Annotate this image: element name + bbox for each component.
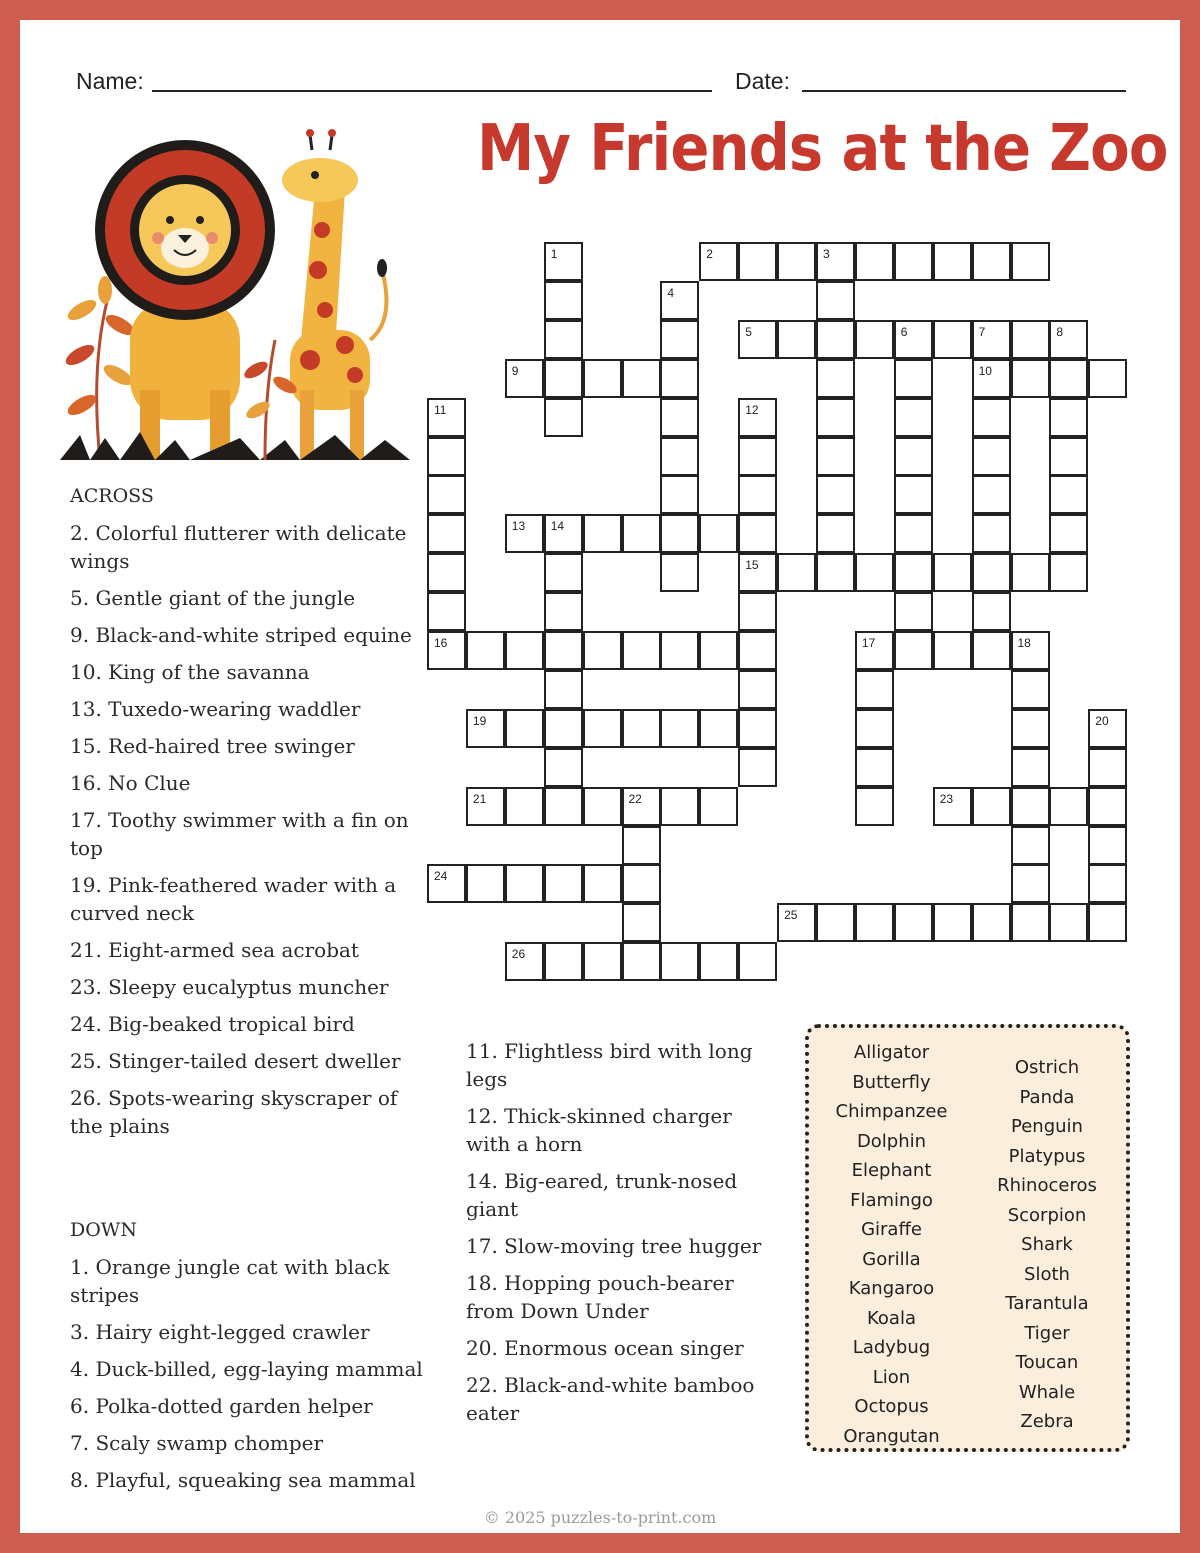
giraffe-icon bbox=[282, 129, 387, 460]
crossword-cell[interactable] bbox=[622, 864, 661, 903]
crossword-cell[interactable] bbox=[427, 437, 466, 476]
crossword-cell[interactable] bbox=[544, 631, 583, 670]
clue-down: 11. Flightless bird with long legs bbox=[466, 1039, 753, 1091]
word-bank-item: Chimpanzee bbox=[835, 1101, 948, 1122]
crossword-cell[interactable] bbox=[622, 514, 661, 553]
word-bank-item: Gorilla bbox=[862, 1248, 921, 1270]
word-bank-item: Tarantula bbox=[1005, 1293, 1089, 1314]
name-label: Name: bbox=[76, 68, 144, 94]
crossword-cell[interactable] bbox=[583, 942, 622, 981]
crossword-cell[interactable] bbox=[660, 514, 699, 553]
crossword-cell[interactable] bbox=[505, 514, 544, 553]
crossword-cell[interactable] bbox=[660, 320, 699, 359]
crossword-cell[interactable] bbox=[660, 281, 699, 320]
crossword-cell[interactable] bbox=[505, 709, 544, 748]
crossword-cell[interactable] bbox=[1049, 787, 1088, 826]
crossword-cell[interactable] bbox=[738, 592, 777, 631]
clue-number: 10 bbox=[978, 363, 992, 378]
crossword-cell[interactable] bbox=[660, 437, 699, 476]
crossword-cell[interactable] bbox=[622, 903, 661, 942]
crossword-cell[interactable] bbox=[466, 787, 505, 826]
crossword-cell[interactable] bbox=[855, 553, 894, 592]
crossword-cell[interactable] bbox=[933, 242, 972, 281]
crossword-cell[interactable] bbox=[1088, 748, 1127, 787]
word-bank-right-column bbox=[967, 1053, 1127, 1437]
clue-down: 8. Playful, squeaking sea mammal bbox=[70, 1468, 416, 1492]
crossword-cell[interactable] bbox=[738, 242, 777, 281]
crossword-cell[interactable] bbox=[583, 514, 622, 553]
crossword-cell[interactable] bbox=[816, 514, 855, 553]
crossword-cell[interactable] bbox=[544, 709, 583, 748]
crossword-cell[interactable] bbox=[894, 553, 933, 592]
across-clues bbox=[70, 482, 415, 1149]
word-bank-item: Dolphin bbox=[856, 1130, 927, 1152]
crossword-cell[interactable] bbox=[505, 787, 544, 826]
crossword-cell[interactable] bbox=[933, 320, 972, 359]
crossword-cell[interactable] bbox=[505, 631, 544, 670]
word-bank-item: Butterfly bbox=[852, 1071, 931, 1093]
crossword-cell[interactable] bbox=[738, 514, 777, 553]
word-bank-item: Penguin bbox=[1011, 1116, 1083, 1137]
clue-number: 12 bbox=[745, 402, 759, 417]
crossword-cell[interactable] bbox=[622, 631, 661, 670]
crossword-cell[interactable] bbox=[699, 514, 738, 553]
date-label: Date: bbox=[735, 68, 790, 94]
crossword-cell[interactable] bbox=[816, 281, 855, 320]
crossword-cell[interactable] bbox=[427, 514, 466, 553]
clue-number: 9 bbox=[511, 363, 519, 378]
crossword-cell[interactable] bbox=[427, 631, 466, 670]
clue-number: 26 bbox=[511, 947, 526, 962]
date-line[interactable] bbox=[802, 90, 1126, 92]
crossword-cell[interactable] bbox=[816, 553, 855, 592]
crossword-cell[interactable] bbox=[1088, 787, 1127, 826]
word-bank-item: Shark bbox=[1021, 1234, 1073, 1255]
crossword-cell[interactable] bbox=[505, 359, 544, 398]
word-bank-item: Kangaroo bbox=[848, 1278, 935, 1299]
crossword-cell[interactable] bbox=[622, 942, 661, 981]
down-heading: DOWN bbox=[70, 1219, 137, 1241]
clue-number: 7 bbox=[978, 324, 986, 339]
crossword-cell[interactable] bbox=[544, 514, 583, 553]
crossword-cell[interactable] bbox=[972, 437, 1011, 476]
down-clues bbox=[70, 1216, 450, 1503]
clue-across: 25. Stinger-tailed desert dweller bbox=[70, 1049, 401, 1073]
crossword-cell[interactable] bbox=[972, 242, 1011, 281]
crossword-cell[interactable] bbox=[738, 748, 777, 787]
crossword-cell[interactable] bbox=[1049, 437, 1088, 476]
crossword-cell[interactable] bbox=[583, 787, 622, 826]
crossword-cell[interactable] bbox=[1011, 553, 1050, 592]
crossword-cell[interactable] bbox=[660, 709, 699, 748]
crossword-cell[interactable] bbox=[622, 709, 661, 748]
clue-number: 15 bbox=[745, 558, 759, 573]
crossword-cell[interactable] bbox=[427, 475, 466, 514]
crossword-cell[interactable] bbox=[544, 320, 583, 359]
word-bank-item: Orangutan bbox=[843, 1425, 940, 1447]
crossword-cell[interactable] bbox=[933, 631, 972, 670]
word-bank bbox=[805, 1024, 1130, 1452]
clue-across: 16. No Clue bbox=[70, 771, 191, 795]
crossword-cell[interactable] bbox=[544, 242, 583, 281]
word-bank-item: Tiger bbox=[1024, 1322, 1070, 1344]
crossword-cell[interactable] bbox=[1049, 359, 1088, 398]
crossword-cell[interactable] bbox=[1088, 826, 1127, 865]
clue-across: 13. Tuxedo-wearing waddler bbox=[70, 697, 361, 721]
word-bank-item: Toucan bbox=[1015, 1352, 1079, 1373]
crossword-cell[interactable] bbox=[816, 475, 855, 514]
crossword-cell[interactable] bbox=[1049, 514, 1088, 553]
crossword-cell[interactable] bbox=[699, 942, 738, 981]
crossword-cell[interactable] bbox=[699, 709, 738, 748]
crossword-cell[interactable] bbox=[660, 553, 699, 592]
crossword-cell[interactable] bbox=[855, 903, 894, 942]
clue-down: 3. Hairy eight-legged crawler bbox=[70, 1320, 370, 1344]
crossword-cell[interactable] bbox=[738, 475, 777, 514]
crossword-cell[interactable] bbox=[816, 242, 855, 281]
across-heading: ACROSS bbox=[70, 485, 154, 507]
crossword-cell[interactable] bbox=[1011, 748, 1050, 787]
crossword-cell[interactable] bbox=[855, 748, 894, 787]
crossword-cell[interactable] bbox=[855, 631, 894, 670]
word-bank-item: Rhinoceros bbox=[997, 1175, 1097, 1196]
crossword-cell[interactable] bbox=[544, 864, 583, 903]
crossword-cell[interactable] bbox=[894, 437, 933, 476]
word-bank-item: Giraffe bbox=[861, 1219, 922, 1240]
crossword-cell[interactable] bbox=[660, 475, 699, 514]
crossword-cell[interactable] bbox=[894, 320, 933, 359]
clue-across: 19. Pink-feathered wader with a curved neck bbox=[70, 873, 397, 925]
clue-down: 20. Enormous ocean singer bbox=[466, 1336, 744, 1360]
crossword-cell[interactable] bbox=[544, 553, 583, 592]
word-bank-item: Whale bbox=[1018, 1381, 1076, 1403]
crossword-cell[interactable] bbox=[1011, 709, 1050, 748]
crossword-cell[interactable] bbox=[583, 631, 622, 670]
plant-icon bbox=[63, 276, 138, 460]
crossword-cell[interactable] bbox=[1011, 242, 1050, 281]
crossword-cell[interactable] bbox=[1088, 903, 1127, 942]
crossword-cell[interactable] bbox=[544, 359, 583, 398]
crossword-cell[interactable] bbox=[738, 437, 777, 476]
crossword-cell[interactable] bbox=[1011, 826, 1050, 865]
page-title: My Friends at the Zoo bbox=[477, 112, 1168, 186]
clue-down: 7. Scaly swamp chomper bbox=[70, 1431, 324, 1455]
crossword-cell[interactable] bbox=[855, 242, 894, 281]
crossword-cell[interactable] bbox=[855, 670, 894, 709]
clue-across: 26. Spots-wearing skyscraper of the plains bbox=[70, 1086, 398, 1138]
crossword-cell[interactable] bbox=[816, 437, 855, 476]
clue-number: 19 bbox=[472, 713, 487, 728]
clue-across: 5. Gentle giant of the jungle bbox=[70, 586, 356, 610]
crossword-cell[interactable] bbox=[855, 320, 894, 359]
crossword-cell[interactable] bbox=[972, 359, 1011, 398]
crossword-cell[interactable] bbox=[427, 864, 466, 903]
crossword-cell[interactable] bbox=[933, 553, 972, 592]
clue-number: 23 bbox=[939, 791, 954, 806]
clue-number: 22 bbox=[628, 791, 642, 806]
crossword-cell[interactable] bbox=[660, 942, 699, 981]
clue-across: 24. Big-beaked tropical bird bbox=[70, 1012, 355, 1036]
crossword-cell[interactable] bbox=[427, 553, 466, 592]
crossword-cell[interactable] bbox=[544, 942, 583, 981]
word-bank-item: Elephant bbox=[851, 1160, 932, 1181]
crossword-cell[interactable] bbox=[894, 475, 933, 514]
crossword-cell[interactable] bbox=[660, 359, 699, 398]
crossword-cell[interactable] bbox=[1011, 670, 1050, 709]
clue-across: 9. Black-and-white striped equine bbox=[70, 623, 412, 647]
clue-down: 14. Big-eared, trunk-nosed giant bbox=[466, 1169, 738, 1221]
crossword-cell[interactable] bbox=[1049, 398, 1088, 437]
crossword-cell[interactable] bbox=[1049, 553, 1088, 592]
crossword-cell[interactable] bbox=[972, 787, 1011, 826]
clue-number: 16 bbox=[434, 636, 448, 650]
crossword-cell[interactable] bbox=[1011, 903, 1050, 942]
crossword-cell[interactable] bbox=[1049, 475, 1088, 514]
clue-number: 18 bbox=[1017, 636, 1031, 650]
clue-number: 4 bbox=[667, 285, 675, 300]
word-bank-item: Flamingo bbox=[850, 1189, 933, 1211]
crossword-cell[interactable] bbox=[466, 864, 505, 903]
clue-number: 21 bbox=[472, 791, 487, 806]
crossword-cell[interactable] bbox=[738, 631, 777, 670]
clue-down: 22. Black-and-white bamboo eater bbox=[466, 1373, 755, 1425]
crossword-cell[interactable] bbox=[1088, 709, 1127, 748]
crossword-cell[interactable] bbox=[894, 903, 933, 942]
crossword-cell[interactable] bbox=[427, 398, 466, 437]
word-bank-item: Lion bbox=[872, 1366, 911, 1388]
clue-down: 18. Hopping pouch-bearer from Down Under bbox=[466, 1271, 734, 1323]
crossword-cell[interactable] bbox=[816, 359, 855, 398]
crossword-cell[interactable] bbox=[972, 514, 1011, 553]
crossword-cell[interactable] bbox=[894, 398, 933, 437]
crossword-cell[interactable] bbox=[855, 709, 894, 748]
clue-across: 2. Colorful flutterer with delicate wings bbox=[70, 521, 407, 573]
clue-number: 24 bbox=[434, 869, 448, 884]
crossword-cell[interactable] bbox=[894, 359, 933, 398]
crossword-cell[interactable] bbox=[544, 281, 583, 320]
crossword-cell[interactable] bbox=[738, 320, 777, 359]
word-bank-item: Panda bbox=[1019, 1086, 1075, 1108]
crossword-cell[interactable] bbox=[777, 553, 816, 592]
clue-number: 8 bbox=[1056, 324, 1064, 339]
crossword-cell[interactable] bbox=[1011, 631, 1050, 670]
word-bank-item: Octopus bbox=[854, 1396, 929, 1417]
crossword-cell[interactable] bbox=[660, 787, 699, 826]
word-bank-item: Ostrich bbox=[1014, 1057, 1080, 1078]
crossword-cell[interactable] bbox=[777, 242, 816, 281]
crossword-cell[interactable] bbox=[699, 242, 738, 281]
crossword-cell[interactable] bbox=[1011, 787, 1050, 826]
crossword-cell[interactable] bbox=[466, 709, 505, 748]
crossword-cell[interactable] bbox=[894, 631, 933, 670]
word-bank-item: Platypus bbox=[1008, 1145, 1086, 1167]
crossword-cell[interactable] bbox=[972, 398, 1011, 437]
crossword-cell[interactable] bbox=[544, 748, 583, 787]
crossword-cell[interactable] bbox=[622, 359, 661, 398]
crossword-cell[interactable] bbox=[972, 553, 1011, 592]
crossword-cell[interactable] bbox=[1088, 359, 1127, 398]
crossword-cell[interactable] bbox=[699, 631, 738, 670]
clue-number: 3 bbox=[823, 247, 830, 261]
crossword-cell[interactable] bbox=[622, 787, 661, 826]
clue-number: 11 bbox=[434, 402, 447, 417]
word-bank-item: Koala bbox=[867, 1307, 916, 1329]
name-line[interactable] bbox=[152, 90, 712, 92]
clue-number: 6 bbox=[900, 324, 908, 339]
crossword-cell[interactable] bbox=[816, 398, 855, 437]
crossword-cell[interactable] bbox=[894, 514, 933, 553]
crossword-cell[interactable] bbox=[699, 787, 738, 826]
clue-number: 2 bbox=[706, 247, 713, 261]
crossword-cell[interactable] bbox=[777, 903, 816, 942]
crossword-cell[interactable] bbox=[660, 398, 699, 437]
clue-across: 10. King of the savanna bbox=[70, 660, 310, 684]
crossword-cell[interactable] bbox=[933, 903, 972, 942]
crossword-cell[interactable] bbox=[583, 709, 622, 748]
clue-number: 13 bbox=[511, 519, 526, 534]
crossword-cell[interactable] bbox=[855, 787, 894, 826]
crossword-cell[interactable] bbox=[972, 631, 1011, 670]
crossword-cell[interactable] bbox=[1011, 864, 1050, 903]
word-bank-item: Scorpion bbox=[1007, 1204, 1087, 1226]
clue-number: 25 bbox=[784, 908, 798, 923]
crossword-cell[interactable] bbox=[933, 787, 972, 826]
word-bank-item: Alligator bbox=[853, 1042, 930, 1063]
crossword-cell[interactable] bbox=[972, 475, 1011, 514]
crossword-cell[interactable] bbox=[583, 864, 622, 903]
word-bank-left-column bbox=[809, 1038, 974, 1451]
clue-across: 21. Eight-armed sea acrobat bbox=[70, 938, 359, 962]
crossword-cell[interactable] bbox=[660, 631, 699, 670]
crossword-cell[interactable] bbox=[972, 320, 1011, 359]
crossword-cell[interactable] bbox=[972, 903, 1011, 942]
crossword-cell[interactable] bbox=[1049, 320, 1088, 359]
clue-across: 23. Sleepy eucalyptus muncher bbox=[70, 975, 389, 999]
crossword-cell[interactable] bbox=[894, 242, 933, 281]
clue-down: 6. Polka-dotted garden helper bbox=[70, 1394, 373, 1418]
clue-number: 17 bbox=[861, 636, 876, 650]
clue-down: 17. Slow-moving tree hugger bbox=[466, 1234, 762, 1258]
clue-number: 1 bbox=[550, 247, 558, 261]
crossword-cell[interactable] bbox=[1049, 903, 1088, 942]
crossword-cell[interactable] bbox=[505, 864, 544, 903]
copyright-footer: © 2025 puzzles-to-print.com bbox=[483, 1508, 717, 1527]
clue-number: 5 bbox=[745, 324, 752, 339]
crossword-cell[interactable] bbox=[972, 592, 1011, 631]
crossword-cell[interactable] bbox=[816, 320, 855, 359]
crossword-cell[interactable] bbox=[427, 592, 466, 631]
clue-down: 4. Duck-billed, egg-laying mammal bbox=[70, 1357, 423, 1381]
crossword-cell[interactable] bbox=[1011, 359, 1050, 398]
clue-across: 15. Red-haired tree swinger bbox=[70, 734, 355, 758]
clue-number: 20 bbox=[1095, 713, 1109, 728]
crossword-cell[interactable] bbox=[894, 592, 933, 631]
crossword-cell[interactable] bbox=[505, 942, 544, 981]
down-clues-continued bbox=[466, 1037, 771, 1436]
crossword-cell[interactable] bbox=[544, 398, 583, 437]
crossword-cell[interactable] bbox=[544, 787, 583, 826]
crossword-cell[interactable] bbox=[738, 942, 777, 981]
clue-across: 17. Toothy swimmer with a fin on top bbox=[70, 808, 409, 860]
crossword-cell[interactable] bbox=[738, 398, 777, 437]
word-bank-item: Zebra bbox=[1020, 1411, 1074, 1432]
word-bank-item: Ladybug bbox=[852, 1337, 931, 1358]
crossword-cell[interactable] bbox=[738, 553, 777, 592]
clue-down: 1. Orange jungle cat with black stripes bbox=[70, 1255, 390, 1307]
crossword-cell[interactable] bbox=[544, 592, 583, 631]
crossword-cell[interactable] bbox=[583, 359, 622, 398]
crossword-cell[interactable] bbox=[1011, 320, 1050, 359]
lion-giraffe-illustration bbox=[60, 120, 420, 470]
crossword-cell[interactable] bbox=[738, 709, 777, 748]
crossword-cell[interactable] bbox=[544, 670, 583, 709]
clue-number: 14 bbox=[550, 519, 565, 534]
crossword-cell[interactable] bbox=[777, 320, 816, 359]
crossword-cell[interactable] bbox=[622, 826, 661, 865]
word-bank-item: Sloth bbox=[1024, 1263, 1070, 1285]
crossword-cell[interactable] bbox=[816, 903, 855, 942]
crossword-cell[interactable] bbox=[466, 631, 505, 670]
crossword-cell[interactable] bbox=[738, 670, 777, 709]
clue-down: 12. Thick-skinned charger with a horn bbox=[466, 1104, 732, 1156]
crossword-cell[interactable] bbox=[1088, 864, 1127, 903]
